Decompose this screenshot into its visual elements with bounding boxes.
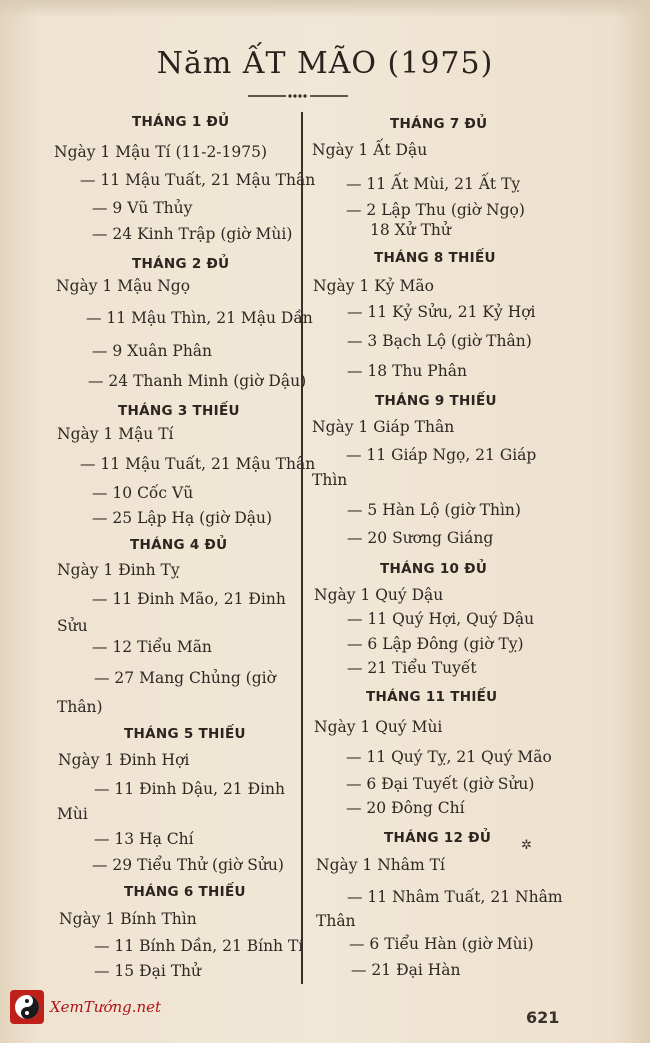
site-logo-text: XemTướng.net: [50, 998, 162, 1016]
month-heading: THÁNG 6 THIẾU: [124, 884, 246, 900]
page-number: 621: [526, 1008, 560, 1027]
calendar-entry: — 12 Tiểu Mãn: [92, 638, 212, 656]
site-logo[interactable]: [10, 990, 170, 1030]
calendar-entry: Sửu: [57, 617, 88, 635]
page-title: Năm ẤT MÃO (1975): [156, 46, 494, 81]
month-heading: THÁNG 2 ĐỦ: [132, 256, 230, 272]
calendar-entry: — 18 Thu Phân: [347, 362, 467, 380]
month-heading: THÁNG 8 THIẾU: [374, 250, 496, 266]
calendar-entry: — 13 Hạ Chí: [94, 830, 194, 848]
calendar-entry: — 11 Mậu Thìn, 21 Mậu Dần: [86, 309, 313, 327]
calendar-entry: Ngày 1 Quý Dậu: [314, 586, 444, 604]
month-heading: THÁNG 3 THIẾU: [118, 403, 240, 419]
month-heading: THÁNG 9 THIẾU: [375, 393, 497, 409]
calendar-entry: — 25 Lập Hạ (giờ Dậu): [92, 509, 273, 527]
calendar-entry: — 11 Nhâm Tuất, 21 Nhâm: [347, 888, 563, 906]
calendar-entry: — 11 Quý Tỵ, 21 Quý Mão: [346, 748, 552, 766]
calendar-entry: — 11 Giáp Ngọ, 21 Giáp: [346, 446, 537, 464]
calendar-entry: — 29 Tiểu Thử (giờ Sửu): [92, 856, 284, 874]
title-ornament: [248, 92, 348, 100]
calendar-entry: — 11 Kỷ Sửu, 21 Kỷ Hợi: [347, 303, 536, 321]
calendar-entry: — 20 Sương Giáng: [347, 529, 494, 547]
month-heading: THÁNG 4 ĐỦ: [130, 537, 228, 553]
month-heading: THÁNG 11 THIẾU: [366, 689, 498, 705]
calendar-entry: — 9 Xuân Phân: [92, 342, 213, 360]
calendar-entry: Ngày 1 Ất Dậu: [312, 141, 428, 159]
calendar-entry: — 11 Ất Mùi, 21 Ất Tỵ: [346, 175, 521, 193]
calendar-entry: — 11 Mậu Tuất, 21 Mậu Thân: [80, 455, 316, 473]
calendar-entry: — 24 Thanh Minh (giờ Dậu): [88, 372, 307, 390]
calendar-entry: Ngày 1 Mậu Ngọ: [56, 277, 191, 295]
calendar-entry: Thân): [57, 698, 103, 716]
calendar-entry: Ngày 1 Mậu Tí (11-2-1975): [54, 143, 268, 161]
calendar-entry: — 11 Đinh Dậu, 21 Đinh: [94, 780, 286, 798]
calendar-entry: — 6 Tiểu Hàn (giờ Mùi): [349, 935, 534, 953]
calendar-entry: — 11 Quý Hợi, Quý Dậu: [347, 610, 535, 628]
calendar-entry: — 5 Hàn Lộ (giờ Thìn): [347, 501, 521, 519]
calendar-entry: 18 Xử Thử: [370, 221, 451, 239]
calendar-entry: Ngày 1 Mậu Tí: [57, 425, 174, 443]
calendar-entry: Ngày 1 Bính Thìn: [59, 910, 197, 928]
calendar-entry: — 24 Kinh Trập (giờ Mùi): [92, 225, 293, 243]
calendar-entry: — 6 Đại Tuyết (giờ Sửu): [346, 775, 535, 793]
calendar-entry: — 11 Đinh Mão, 21 Đinh: [92, 590, 286, 608]
column-divider: [301, 112, 303, 984]
calendar-entry: — 20 Đông Chí: [346, 799, 465, 817]
calendar-entry: Ngày 1 Nhâm Tí: [316, 856, 445, 874]
calendar-entry: Ngày 1 Giáp Thân: [312, 418, 455, 436]
calendar-entry: Ngày 1 Kỷ Mão: [313, 277, 434, 295]
month-heading: THÁNG 5 THIẾU: [124, 726, 246, 742]
month-heading: THÁNG 10 ĐỦ: [380, 561, 488, 577]
calendar-entry: Mùi: [57, 805, 88, 823]
calendar-entry: Ngày 1 Đinh Tỵ: [57, 561, 180, 579]
calendar-entry: — 11 Mậu Tuất, 21 Mậu Thân: [80, 171, 316, 189]
month-heading: THÁNG 1 ĐỦ: [132, 114, 230, 130]
yin-yang-logo-icon: [10, 990, 44, 1024]
calendar-entry: — 9 Vũ Thủy: [92, 199, 193, 217]
calendar-entry: Thân: [316, 912, 356, 930]
calendar-entry: Ngày 1 Quý Mùi: [314, 718, 443, 736]
calendar-entry: — 11 Bính Dần, 21 Bính Tí: [94, 937, 304, 955]
calendar-entry: — 15 Đại Thử: [94, 962, 202, 980]
ink-mark: ✲: [521, 838, 532, 853]
calendar-entry: Ngày 1 Đinh Hợi: [58, 751, 190, 769]
calendar-entry: — 27 Mang Chủng (giờ: [94, 669, 276, 687]
month-heading: THÁNG 7 ĐỦ: [390, 116, 488, 132]
calendar-entry: — 21 Đại Hàn: [351, 961, 461, 979]
calendar-entry: — 10 Cốc Vũ: [92, 484, 194, 502]
calendar-entry: — 3 Bạch Lộ (giờ Thân): [347, 332, 532, 350]
calendar-entry: — 6 Lập Đông (giờ Tỵ): [347, 635, 524, 653]
calendar-entry: Thìn: [312, 471, 348, 489]
page-top-edge: [0, 0, 650, 18]
calendar-entry: — 2 Lập Thu (giờ Ngọ): [346, 201, 525, 219]
calendar-entry: — 21 Tiểu Tuyết: [347, 659, 477, 677]
month-heading: THÁNG 12 ĐỦ: [384, 830, 492, 846]
